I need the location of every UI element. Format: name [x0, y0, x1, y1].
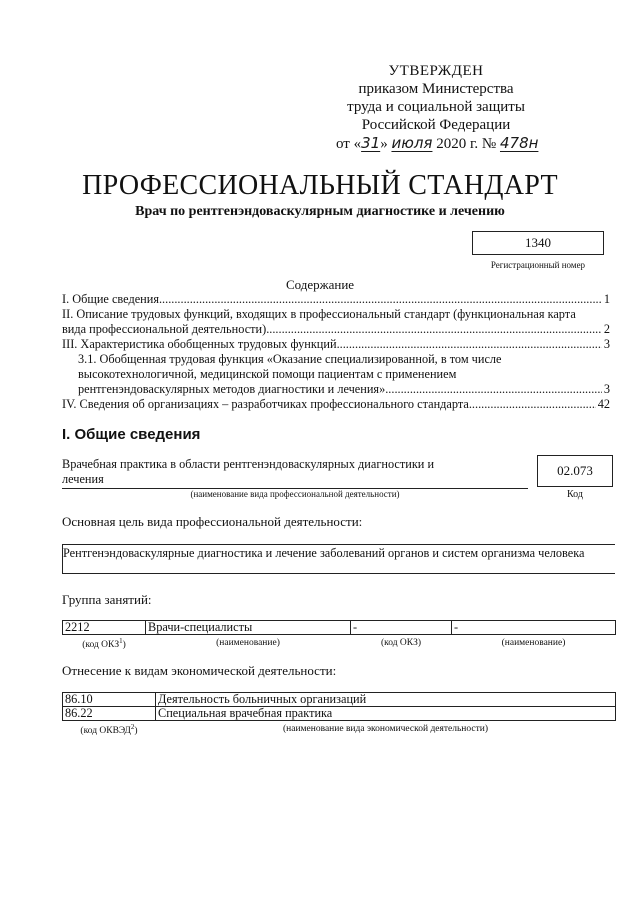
document-subtitle: Врач по рентгенэндоваскулярным диагностике и лечению: [135, 204, 505, 219]
toc-item-page: 3: [603, 382, 610, 396]
toc-item[interactable]: [62, 382, 610, 397]
toc-heading: Содержание: [285, 277, 355, 292]
order-month: июля: [391, 134, 433, 152]
order-prefix: от «: [336, 136, 362, 152]
table-row: [63, 621, 616, 635]
toc-item-text: IV. Сведения об организациях – разработчиках профессионального стандарта: [62, 397, 469, 411]
approval-line-ministry: приказом Министерства: [358, 81, 514, 97]
toc-item[interactable]: 3.1. Обобщенная трудовая функция «Оказание специализированной, в том числе: [78, 352, 502, 366]
econ-code-cell: 86.10: [63, 693, 156, 707]
approval-line-labor: труда и социальной защиты: [347, 99, 525, 115]
order-mid: »: [380, 136, 392, 152]
approval-line-rf: Российской Федерации: [361, 117, 511, 133]
practice-code-caption: Код: [567, 489, 583, 500]
toc-item[interactable]: [62, 322, 610, 337]
registration-number-box: 1340: [472, 231, 604, 255]
table-row: [63, 693, 616, 707]
group-name2-cell: -: [452, 621, 616, 635]
practice-caption: (наименование вида профессиональной деятельности): [190, 489, 400, 499]
section-heading: I. Общие сведения: [62, 426, 201, 443]
toc-item[interactable]: [62, 292, 610, 307]
practice-name: Врачебная практика в области рентгенэндоваскулярных диагностики и лечения: [62, 457, 435, 486]
approval-title: УТВЕРЖДЕН: [388, 63, 484, 79]
toc-item-text: рентгенэндоваскулярных методов диагностики и лечения»: [78, 382, 386, 396]
group-name-cell: Врачи-специалисты: [146, 621, 351, 635]
econ-name-cell: Специальная врачебная практика: [156, 707, 616, 721]
toc-item-text: вида профессиональной деятельности): [62, 322, 267, 336]
practice-code-box: 02.073: [537, 455, 613, 487]
econ-label: Отнесение к видам экономической деятельности:: [62, 663, 337, 678]
toc-item-page: 3: [603, 337, 610, 351]
order-number: 478н: [499, 134, 539, 152]
toc-item-page: 2: [603, 322, 610, 336]
table-row: [63, 707, 616, 721]
toc-item-text: III. Характеристика обобщенных трудовых функций: [62, 337, 337, 351]
goal-text: Рентгенэндоваскулярные диагностика и лечение заболеваний органов и систем организма человека: [63, 546, 585, 560]
order-year: 2020 г. №: [432, 136, 500, 152]
toc-item[interactable]: [62, 397, 610, 412]
economic-activity-table: [62, 692, 616, 738]
caption-name2: (наименование): [501, 638, 566, 649]
group-code2-cell: -: [351, 621, 452, 635]
caption-econ-name: (наименование вида экономической деятельности): [283, 724, 488, 735]
group-label: Группа занятий:: [62, 592, 152, 607]
order-day: 31: [361, 134, 381, 152]
order-line: [336, 134, 539, 153]
goal-box: [62, 544, 615, 574]
document-title: ПРОФЕССИОНАЛЬНЫЙ СТАНДАРТ: [82, 170, 558, 201]
table-caption-row: [63, 635, 616, 653]
caption-okved: (код ОКВЭД$^2$): [80, 723, 138, 737]
caption-okz: (код ОКЗ$^1$): [82, 637, 126, 651]
registration-number-label: Регистрационный номер: [490, 260, 586, 270]
table-of-contents: [62, 292, 610, 412]
toc-item[interactable]: II. Описание трудовых функций, входящих в профессиональный стандарт (функциональная карта: [62, 307, 576, 321]
toc-item[interactable]: [62, 337, 610, 352]
toc-item-text: I. Общие сведения: [62, 292, 159, 306]
toc-item-page: 42: [597, 397, 610, 411]
toc-item-page: 1: [603, 292, 610, 306]
occupation-group-table: [62, 620, 616, 652]
caption-okz2: (код ОКЗ): [380, 638, 422, 649]
group-code-cell: 2212: [63, 621, 146, 635]
approval-block: [336, 62, 539, 153]
toc-item[interactable]: высокотехнологичной, медицинской помощи пациентам с применением: [78, 367, 457, 381]
table-caption-row: [63, 721, 616, 739]
econ-code-cell: 86.22: [63, 707, 156, 721]
econ-name-cell: Деятельность больничных организаций: [156, 693, 616, 707]
goal-label: Основная цель вида профессиональной деятельности:: [62, 514, 363, 529]
caption-name: (наименование): [216, 638, 280, 649]
